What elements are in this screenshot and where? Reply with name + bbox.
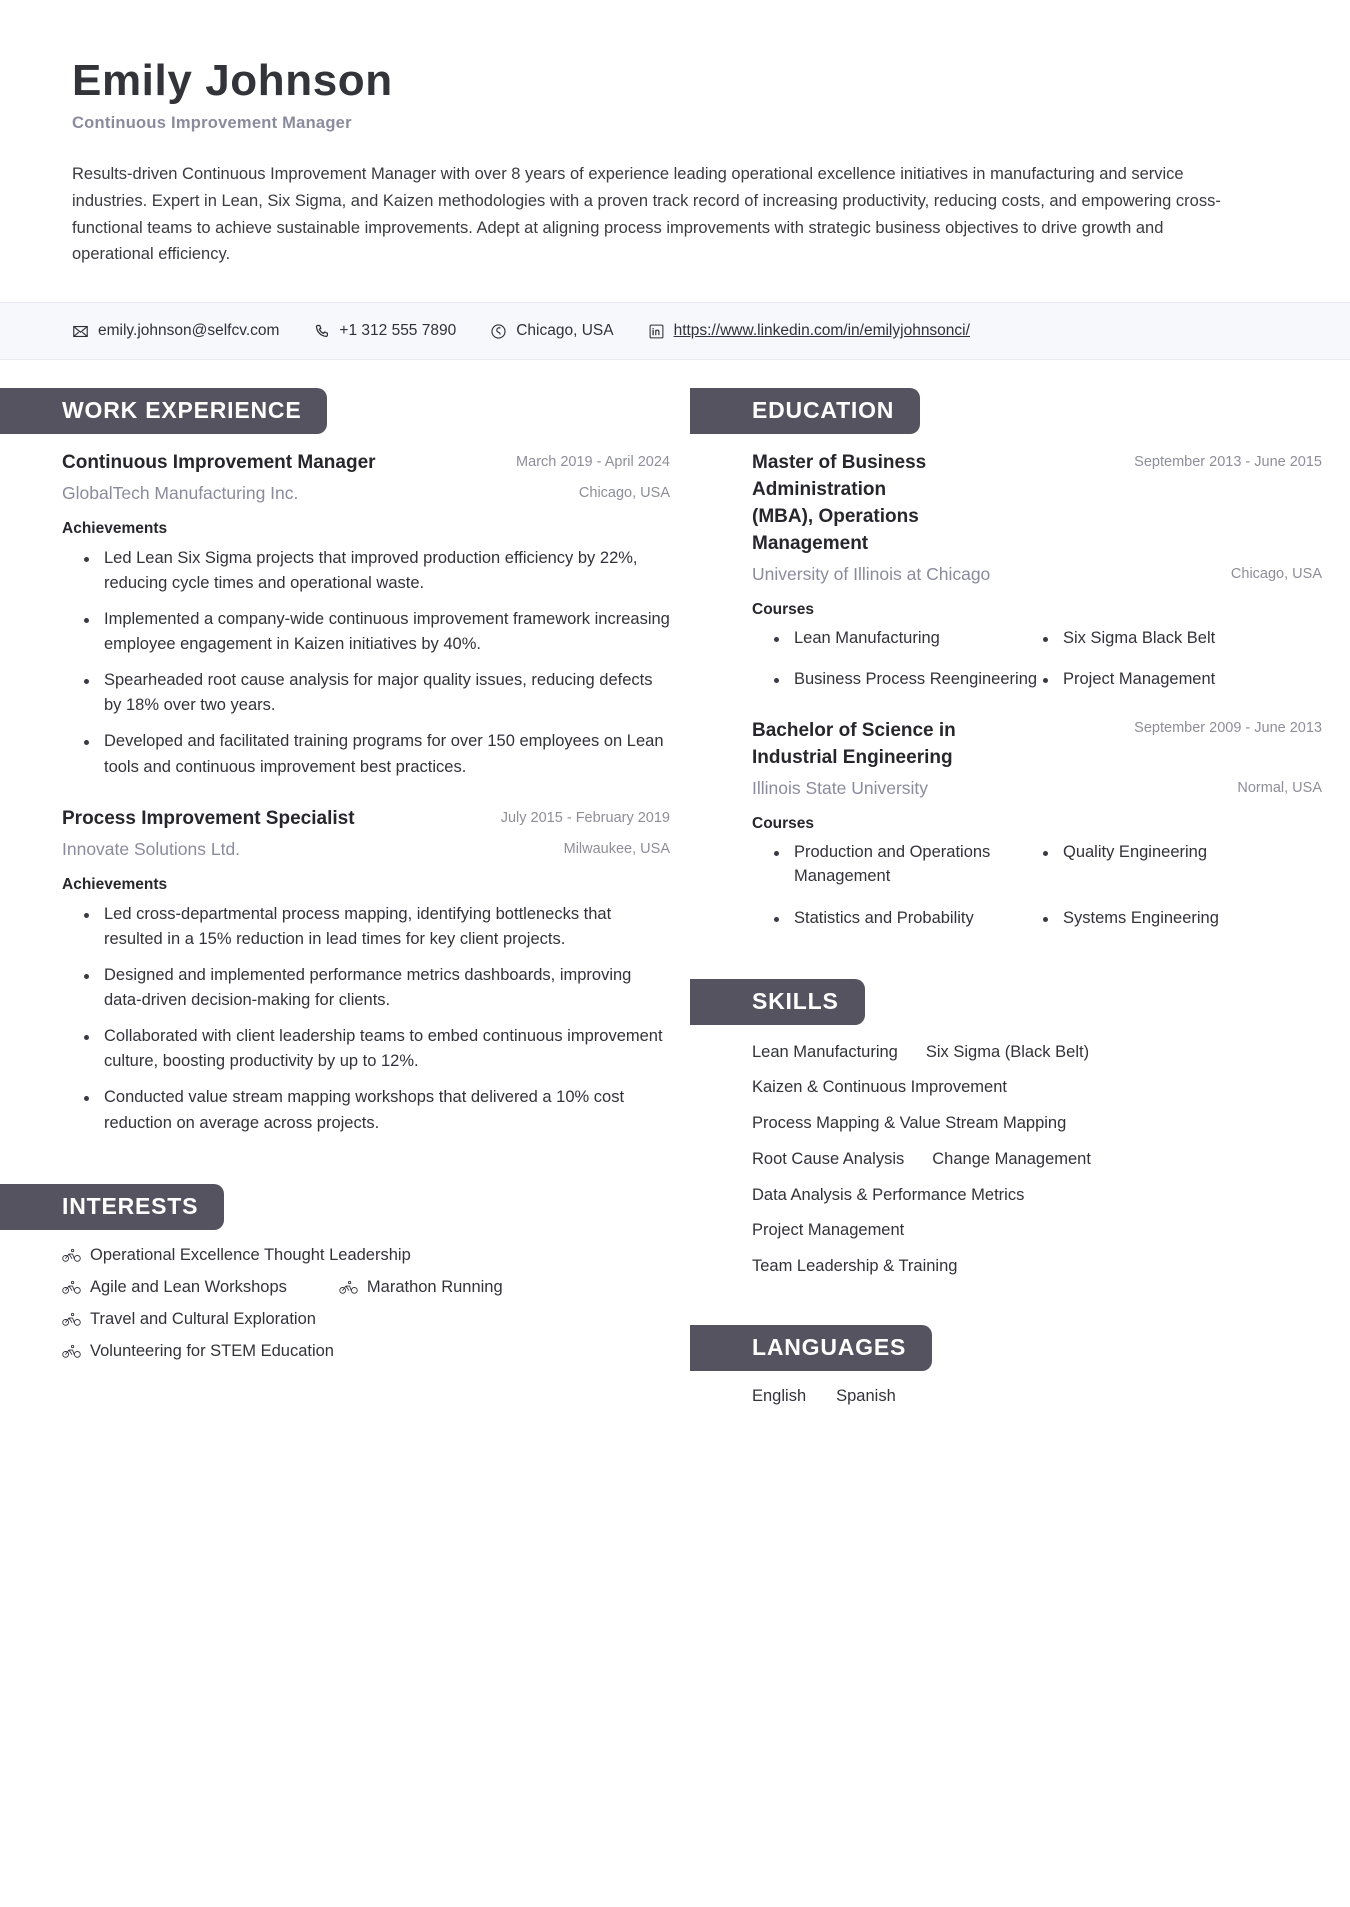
- course-item: Systems Engineering: [1061, 907, 1322, 931]
- education-entry-title: Master of Business Administration (MBA), Operations Management: [752, 452, 927, 555]
- bicycle-icon: [62, 1312, 81, 1327]
- skills-body: [690, 1041, 1322, 1278]
- interest-item: [62, 1278, 287, 1297]
- languages-list: [752, 1387, 1322, 1406]
- skill-item: Data Analysis & Performance Metrics: [752, 1185, 1025, 1204]
- course-item: Statistics and Probability: [792, 907, 1053, 931]
- location-pin-icon: [490, 323, 507, 340]
- education-entry-date: September 2009 - June 2013: [1134, 720, 1322, 737]
- course-item: Quality Engineering: [1061, 841, 1322, 889]
- right-column: [690, 388, 1350, 1416]
- section-title-wrap: [0, 1184, 670, 1230]
- education-entry-subheader: [752, 562, 1322, 587]
- work-entry-achievements-label: Achievements: [62, 519, 168, 537]
- section-title-work-experience: WORK EXPERIENCE: [0, 388, 327, 434]
- skill-item: Change Management: [932, 1149, 1091, 1168]
- education-entry: [752, 450, 1322, 692]
- skill-item: Lean Manufacturing: [752, 1042, 898, 1061]
- work-experience-body: [0, 450, 670, 1136]
- contact-email-text: emily.johnson@selfcv.com: [98, 322, 280, 340]
- skill-item: Project Management: [752, 1221, 905, 1240]
- education-entry-header: [752, 718, 1322, 772]
- contact-linkedin-link[interactable]: https://www.linkedin.com/in/emilyjohnsonci/: [673, 322, 970, 340]
- section-languages: [690, 1325, 1322, 1406]
- left-column: [0, 388, 690, 1416]
- course-item: Lean Manufacturing: [792, 627, 1053, 651]
- work-entry-subheader: [62, 481, 670, 506]
- section-title-wrap: [0, 388, 670, 434]
- candidate-job-title: Continuous Improvement Manager: [72, 114, 352, 133]
- achievement-item: Led Lean Six Sigma projects that improved production efficiency by 22%, reducing cycle times and operational waste.: [102, 546, 670, 597]
- interest-item: [339, 1278, 503, 1297]
- work-entry-location: Milwaukee, USA: [563, 841, 670, 858]
- bicycle-icon: [339, 1280, 358, 1295]
- interest-row: [62, 1246, 670, 1265]
- education-entry-subheader: [752, 776, 1322, 801]
- bicycle-icon: [62, 1248, 81, 1263]
- work-entry-title: Continuous Improvement Manager: [62, 452, 376, 474]
- achievement-item: Implemented a company-wide continuous improvement framework increasing employee engagement in Kaizen initiatives by 40%.: [102, 607, 670, 658]
- work-entry-header: [62, 806, 670, 833]
- education-courses-label: Courses: [752, 814, 815, 832]
- candidate-name: Emily Johnson: [72, 56, 393, 105]
- interest-label: Marathon Running: [366, 1278, 503, 1297]
- interest-item: [62, 1342, 334, 1361]
- course-item: Production and Operations Management: [792, 841, 1053, 889]
- section-title-wrap: [690, 388, 1322, 434]
- work-entry-date: July 2015 - February 2019: [500, 810, 670, 827]
- skill-item: Team Leadership & Training: [752, 1257, 958, 1276]
- education-entry-title: Bachelor of Science in Industrial Engineering: [752, 720, 956, 769]
- section-interests: [0, 1184, 670, 1361]
- contact-location: [490, 322, 613, 340]
- work-entry-header: [62, 450, 670, 477]
- bicycle-icon: [62, 1344, 81, 1359]
- linkedin-icon: [648, 323, 665, 340]
- resume-header: [0, 0, 1350, 268]
- skill-item: Kaizen & Continuous Improvement: [752, 1078, 1007, 1097]
- achievement-item: Led cross-departmental process mapping, identifying bottlenecks that resulted in a 15% reduction in lead times for key client projects.: [102, 902, 670, 953]
- skill-row: [752, 1076, 1322, 1099]
- language-item: Spanish: [836, 1386, 896, 1405]
- work-entry-organization: Innovate Solutions Ltd.: [62, 839, 241, 860]
- education-courses-list: [752, 627, 1322, 693]
- work-entry-organization: GlobalTech Manufacturing Inc.: [62, 483, 299, 504]
- skill-row: [752, 1219, 1322, 1242]
- interest-item: [62, 1246, 411, 1265]
- interest-item: [62, 1310, 316, 1329]
- work-entry-title: Process Improvement Specialist: [62, 808, 355, 830]
- education-entry: [752, 718, 1322, 930]
- achievement-item: Spearheaded root cause analysis for major quality issues, reducing defects by 18% over two years.: [102, 668, 670, 719]
- work-entry-achievements-list: [62, 902, 670, 1137]
- section-title-languages: LANGUAGES: [690, 1325, 932, 1371]
- course-item: Business Process Reengineering: [792, 668, 1053, 692]
- contact-phone[interactable]: [313, 322, 456, 340]
- work-entry: [62, 450, 670, 780]
- interest-label: Volunteering for STEM Education: [90, 1342, 334, 1361]
- education-entry-location: Chicago, USA: [1230, 566, 1322, 583]
- education-entry-organization: University of Illinois at Chicago: [752, 564, 991, 585]
- bicycle-icon: [62, 1280, 81, 1295]
- section-title-wrap: [690, 979, 1322, 1025]
- section-education: [690, 388, 1322, 930]
- interests-list: [62, 1246, 670, 1361]
- section-work-experience: [0, 388, 670, 1136]
- education-entry-location: Normal, USA: [1237, 780, 1322, 797]
- contact-location-text: Chicago, USA: [516, 322, 614, 340]
- skill-row: [752, 1112, 1322, 1135]
- education-entry-date: September 2013 - June 2015: [1134, 454, 1322, 471]
- education-body: [690, 450, 1322, 930]
- interest-row: [62, 1342, 670, 1361]
- contact-phone-text: +1 312 555 7890: [339, 322, 457, 340]
- section-title-interests: INTERESTS: [0, 1184, 224, 1230]
- language-item: English: [752, 1386, 807, 1405]
- course-item: Project Management: [1061, 668, 1322, 692]
- interests-body: [0, 1246, 670, 1361]
- education-courses-list: [752, 841, 1322, 931]
- skill-item: Root Cause Analysis: [752, 1149, 905, 1168]
- envelope-icon: [72, 323, 89, 340]
- education-courses-label: Courses: [752, 600, 815, 618]
- achievement-item: Developed and facilitated training programs for over 150 employees on Lean tools and continuous improvement best practices.: [102, 729, 670, 780]
- skill-row: [752, 1255, 1322, 1278]
- section-title-education: EDUCATION: [690, 388, 920, 434]
- skill-item: Process Mapping & Value Stream Mapping: [752, 1114, 1067, 1133]
- professional-summary: Results-driven Continuous Improvement Manager with over 8 years of experience leading operational excellence initiatives in manufacturing and service industries. Expert in Lean, Six Sigma, and Kaizen methodologies with a proven track record of increasing productivity, reducing costs, and empowering cross-functional teams to achieve sustainable improvements. Adept at aligning process improvements with strategic business objectives to drive growth and operational efficiency.: [72, 165, 1221, 264]
- skills-list: [752, 1041, 1322, 1278]
- work-entry-achievements-label: Achievements: [62, 875, 168, 893]
- skill-row: [752, 1041, 1322, 1064]
- work-entry-location: Chicago, USA: [578, 485, 670, 502]
- section-title-wrap: [690, 1325, 1322, 1371]
- achievement-item: Designed and implemented performance metrics dashboards, improving data-driven decision-making for clients.: [102, 963, 670, 1014]
- contact-bar: [0, 302, 1350, 360]
- contact-linkedin[interactable]: [648, 322, 970, 340]
- achievement-item: Conducted value stream mapping workshops that delivered a 10% cost reduction on average across projects.: [102, 1085, 670, 1136]
- resume-columns: [0, 388, 1350, 1416]
- interest-label: Agile and Lean Workshops: [90, 1278, 287, 1297]
- section-skills: [690, 979, 1322, 1278]
- education-entry-header: [752, 450, 1322, 558]
- skill-row: [752, 1148, 1322, 1171]
- languages-body: [690, 1387, 1322, 1406]
- skill-row: [752, 1184, 1322, 1207]
- work-entry-date: March 2019 - April 2024: [516, 454, 670, 471]
- achievement-item: Collaborated with client leadership teams to embed continuous improvement culture, boosting productivity by up to 12%.: [102, 1024, 670, 1075]
- education-entry-organization: Illinois State University: [752, 778, 929, 799]
- interest-label: Operational Excellence Thought Leadership: [90, 1246, 411, 1265]
- work-entry-achievements-list: [62, 546, 670, 781]
- interest-row: [62, 1310, 670, 1329]
- contact-email[interactable]: [72, 322, 279, 340]
- interest-label: Travel and Cultural Exploration: [90, 1310, 316, 1329]
- course-item: Six Sigma Black Belt: [1061, 627, 1322, 651]
- phone-icon: [313, 323, 330, 340]
- work-entry: [62, 806, 670, 1136]
- skill-item: Six Sigma (Black Belt): [925, 1042, 1090, 1061]
- interest-row: [62, 1278, 670, 1297]
- work-entry-subheader: [62, 837, 670, 862]
- section-title-skills: SKILLS: [690, 979, 865, 1025]
